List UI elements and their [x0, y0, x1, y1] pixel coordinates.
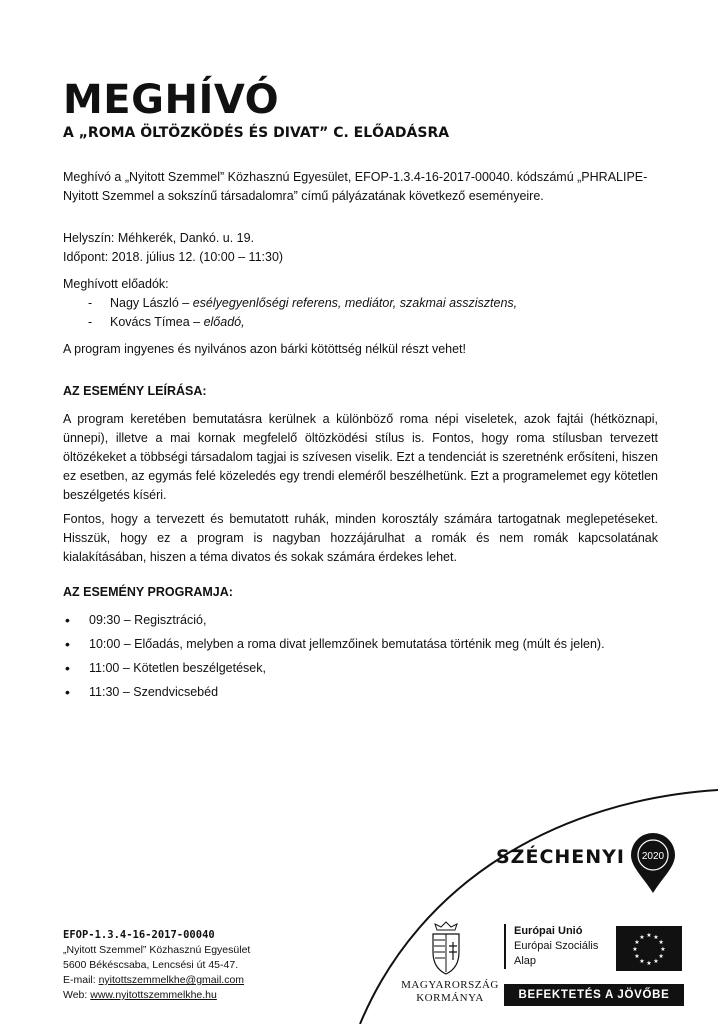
program-heading: AZ ESEMÉNY PROGRAMJA:	[63, 585, 233, 599]
speaker-name: Nagy László –	[110, 296, 193, 310]
eu-fund-text	[504, 924, 598, 969]
eu-star-icon: ★	[639, 934, 645, 941]
speaker-role: esélyegyenlőségi referens, mediátor, szakmai asszisztens,	[192, 296, 518, 310]
eu-star-icon: ★	[658, 954, 664, 960]
speakers-heading: Meghívott előadók:	[63, 277, 169, 291]
government-logo-text	[394, 979, 506, 1005]
speaker-name: Kovács Tímea –	[110, 315, 204, 329]
hungarian-coat-of-arms-icon	[429, 920, 463, 976]
eu-star-icon: ★	[646, 933, 652, 939]
intro-paragraph: Meghívó a „Nyitott Szemmel” Közhasznú Egyesület, EFOP-1.3.4-16-2017-00040. kódszámú „PHRALIPE-Nyitott Szemmel a sokszínű társadalomra” című pályázatának következő eseményeire.	[63, 170, 648, 203]
investment-banner: BEFEKTETÉS A JÖVŐBE	[504, 984, 684, 1006]
time-line: Időpont: 2018. július 12. (10:00 – 11:30)	[63, 250, 284, 264]
list-item: • 10:00 – Előadás, melyben a roma divat jellemzőinek bemutatása történik meg (múlt és jelen).	[63, 632, 605, 656]
web-link[interactable]: www.nyitottszemmelkhe.hu	[90, 989, 217, 1001]
description-heading: AZ ESEMÉNY LEÍRÁSA:	[63, 384, 207, 398]
eu-line-3: Alap	[514, 955, 537, 967]
free-entry-note: A program ingyenes és nyilvános azon bárki kötöttség nélkül részt vehet!	[63, 342, 466, 356]
organization-name: „Nyitott Szemmel” Közhasznú Egyesület	[63, 944, 251, 956]
szechenyi-year: 2020	[641, 851, 665, 862]
email-label: E-mail:	[63, 974, 99, 986]
organization-contact	[63, 928, 250, 1003]
eu-line-2: Európai Szociális	[514, 940, 599, 952]
eu-star-icon: ★	[634, 940, 640, 946]
eu-star-icon: ★	[632, 947, 638, 953]
page-title: MEGHÍVÓ	[63, 77, 280, 123]
eu-star-icon: ★	[653, 959, 659, 966]
description-paragraph-1: A program keretében bemutatásra kerülnek a különböző roma népi viseletek, azok fajtái (hétköznapi, ünnepi), illetve a mai kornak megfelelő öltözködési stílus is. Fontos, hogy roma stílusban tervezett öltözékeket a többségi társadalom tagjai is szívesen viselik. Ezt a tendenciát is szeretnénk erősíteni, hiszen ez esetben, az egymás felé közeledés egy trendi eleméről beszélhetünk. Ezt a programelemet egy kötetlen beszélgetés kíséri.	[63, 412, 658, 502]
eu-star-icon: ★	[634, 954, 640, 960]
szechenyi-logo-text: SZÉCHENYI	[496, 846, 625, 868]
eu-line-1: Európai Unió	[514, 925, 583, 937]
description-paragraph-2: Fontos, hogy a tervezett és bemutatott ruhák, minden korosztály számára tartogatnak meglepetéseket. Hisszük, hogy ez a program is nagyban hozzájárulhat a romák és nem romák kapcsolatának kialakításában, hiszen a téma divatos és sokak számára érdekes lehet.	[63, 512, 658, 564]
email-link[interactable]: nyitottszemmelkhe@gmail.com	[98, 974, 245, 986]
list-item: • 11:30 – Szendvicsebéd	[63, 680, 605, 704]
eu-star-icon: ★	[653, 934, 659, 941]
eu-star-icon: ★	[646, 961, 652, 967]
eu-star-icon: ★	[639, 959, 645, 966]
venue-line: Helyszín: Méhkerék, Dankó. u. 19.	[63, 231, 255, 245]
szechenyi-pin-icon	[629, 833, 677, 895]
government-line-2: KORMÁNYA	[416, 992, 484, 1004]
page-subtitle: A „ROMA ÖLTÖZKÖDÉS ÉS DIVAT” C. ELŐADÁSRA	[63, 125, 450, 141]
web-line	[63, 988, 250, 1003]
eu-star-icon: ★	[658, 940, 664, 946]
list-item: • 09:30 – Regisztráció,	[63, 608, 605, 632]
email-line	[63, 973, 250, 988]
organization-address: 5600 Békéscsaba, Lencsési út 45-47.	[63, 959, 239, 971]
eu-star-icon: ★	[660, 947, 666, 953]
government-line-1: MAGYARORSZÁG	[401, 979, 499, 991]
list-item: • 11:00 – Kötetlen beszélgetések,	[63, 656, 605, 680]
speaker-role: előadó,	[203, 315, 245, 329]
eu-flag-icon	[616, 926, 682, 971]
project-code: EFOP-1.3.4-16-2017-00040	[63, 929, 215, 941]
eu-stars-icon	[616, 926, 682, 971]
web-label: Web:	[63, 989, 91, 1001]
